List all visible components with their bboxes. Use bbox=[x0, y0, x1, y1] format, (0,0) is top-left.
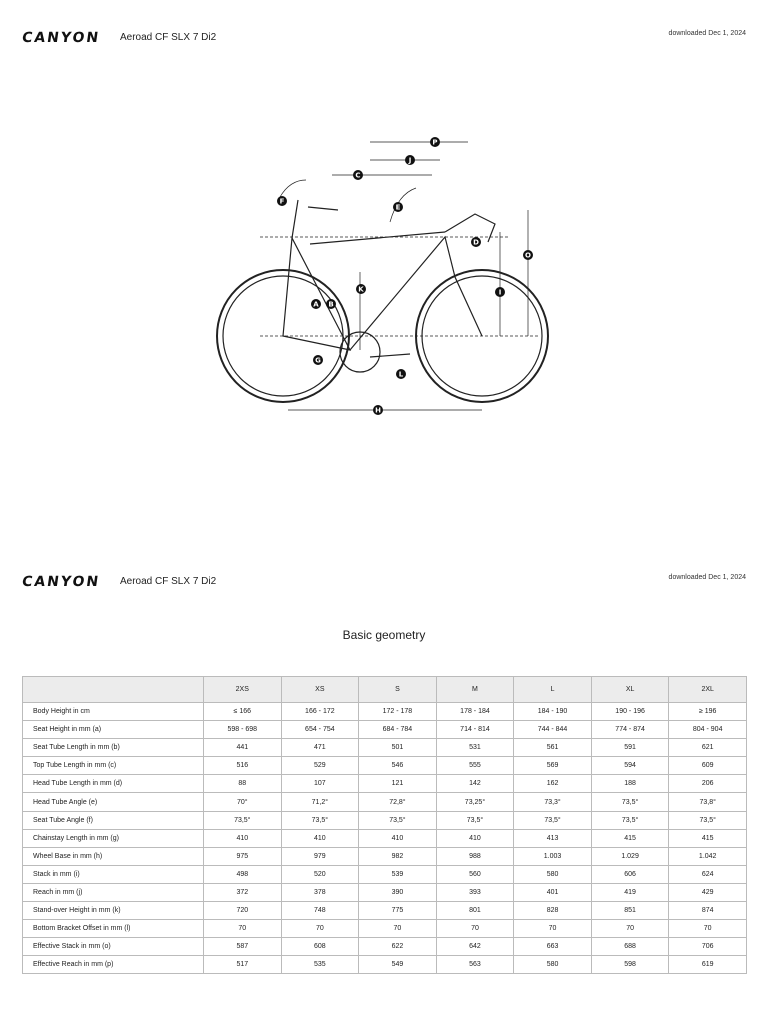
table-cell: 563 bbox=[436, 956, 514, 974]
table-cell: 622 bbox=[359, 938, 437, 956]
table-cell: 520 bbox=[281, 865, 359, 883]
table-cell: 517 bbox=[204, 956, 282, 974]
table-cell: 851 bbox=[591, 902, 669, 920]
model-name: Aeroad CF SLX 7 Di2 bbox=[120, 576, 217, 587]
row-label: Seat Tube Length in mm (b) bbox=[23, 739, 204, 757]
marker-f bbox=[277, 196, 287, 206]
table-cell: 415 bbox=[669, 829, 747, 847]
table-cell: 979 bbox=[281, 847, 359, 865]
table-cell: 744 - 844 bbox=[514, 721, 592, 739]
table-cell: 72,8° bbox=[359, 793, 437, 811]
saddle bbox=[308, 207, 338, 210]
svg-text:H: H bbox=[375, 406, 381, 415]
table-cell: 162 bbox=[514, 775, 592, 793]
table-cell: 501 bbox=[359, 739, 437, 757]
size-header: 2XS bbox=[204, 677, 282, 703]
canyon-logo: CANYON bbox=[20, 574, 102, 590]
table-cell: 71,2° bbox=[281, 793, 359, 811]
table-row bbox=[23, 920, 747, 938]
table-cell: 561 bbox=[514, 739, 592, 757]
row-label: Top Tube Length in mm (c) bbox=[23, 757, 204, 775]
table-cell: 498 bbox=[204, 865, 282, 883]
table-cell: 988 bbox=[436, 847, 514, 865]
table-cell: 73,5° bbox=[436, 811, 514, 829]
table-cell: 1.029 bbox=[591, 847, 669, 865]
table-cell: 580 bbox=[514, 865, 592, 883]
svg-text:O: O bbox=[525, 251, 531, 260]
row-label: Stack in mm (i) bbox=[23, 865, 204, 883]
svg-text:J: J bbox=[408, 156, 412, 165]
marker-i bbox=[495, 287, 505, 297]
table-row bbox=[23, 757, 747, 775]
table-row bbox=[23, 775, 747, 793]
row-label: Head Tube Angle (e) bbox=[23, 793, 204, 811]
table-cell: 419 bbox=[591, 883, 669, 901]
table-cell: ≥ 196 bbox=[669, 703, 747, 721]
table-cell: 874 bbox=[669, 902, 747, 920]
svg-text:K: K bbox=[358, 285, 364, 294]
table-cell: 70 bbox=[514, 920, 592, 938]
table-cell: 706 bbox=[669, 938, 747, 956]
row-label: Reach in mm (j) bbox=[23, 883, 204, 901]
table-row bbox=[23, 829, 747, 847]
table-cell: 70 bbox=[591, 920, 669, 938]
table-cell: 73,3° bbox=[514, 793, 592, 811]
table-row bbox=[23, 883, 747, 901]
table-cell: 569 bbox=[514, 757, 592, 775]
section-title: Basic geometry bbox=[342, 628, 426, 642]
page2-header bbox=[22, 574, 746, 594]
table-cell: 555 bbox=[436, 757, 514, 775]
table-cell: 801 bbox=[436, 902, 514, 920]
table-cell: 410 bbox=[359, 829, 437, 847]
table-row bbox=[23, 721, 747, 739]
table-cell: 107 bbox=[281, 775, 359, 793]
table-cell: 828 bbox=[514, 902, 592, 920]
table-row bbox=[23, 956, 747, 974]
table-cell: 549 bbox=[359, 956, 437, 974]
size-header: M bbox=[436, 677, 514, 703]
table-cell: 70 bbox=[669, 920, 747, 938]
marker-c bbox=[353, 170, 363, 180]
bike-geometry-svg bbox=[210, 132, 555, 422]
page1-header bbox=[22, 30, 746, 50]
table-cell: 471 bbox=[281, 739, 359, 757]
table-cell: 975 bbox=[204, 847, 282, 865]
table-cell: 73,25° bbox=[436, 793, 514, 811]
table-cell: 121 bbox=[359, 775, 437, 793]
table-cell: 982 bbox=[359, 847, 437, 865]
svg-text:E: E bbox=[395, 203, 401, 212]
size-header: L bbox=[514, 677, 592, 703]
table-cell: 539 bbox=[359, 865, 437, 883]
table-cell: 172 - 178 bbox=[359, 703, 437, 721]
table-cell: 1.042 bbox=[669, 847, 747, 865]
table-cell: 609 bbox=[669, 757, 747, 775]
table-cell: 70 bbox=[436, 920, 514, 938]
table-cell: 206 bbox=[669, 775, 747, 793]
table-cell: 441 bbox=[204, 739, 282, 757]
table-cell: 535 bbox=[281, 956, 359, 974]
row-label: Body Height in cm bbox=[23, 703, 204, 721]
row-label: Stand-over Height in mm (k) bbox=[23, 902, 204, 920]
table-cell: 70 bbox=[359, 920, 437, 938]
table-cell: 410 bbox=[281, 829, 359, 847]
bike-geometry-diagram bbox=[210, 132, 555, 422]
geometry-table bbox=[22, 676, 747, 974]
table-cell: 73,5° bbox=[669, 811, 747, 829]
row-label: Wheel Base in mm (h) bbox=[23, 847, 204, 865]
table-cell: 372 bbox=[204, 883, 282, 901]
table-cell: 73,8° bbox=[669, 793, 747, 811]
handlebar bbox=[445, 214, 495, 242]
model-name: Aeroad CF SLX 7 Di2 bbox=[120, 32, 217, 43]
marker-a bbox=[311, 299, 321, 309]
table-cell: 775 bbox=[359, 902, 437, 920]
table-cell: 178 - 184 bbox=[436, 703, 514, 721]
table-cell: 516 bbox=[204, 757, 282, 775]
seatpost bbox=[292, 200, 298, 238]
table-cell: 390 bbox=[359, 883, 437, 901]
table-cell: 684 - 784 bbox=[359, 721, 437, 739]
table-cell: 401 bbox=[514, 883, 592, 901]
table-cell: 429 bbox=[669, 883, 747, 901]
row-label: Head Tube Length in mm (d) bbox=[23, 775, 204, 793]
size-header: XL bbox=[591, 677, 669, 703]
top-tube bbox=[310, 232, 445, 244]
table-cell: 560 bbox=[436, 865, 514, 883]
table-cell: 188 bbox=[591, 775, 669, 793]
table-cell: 1.003 bbox=[514, 847, 592, 865]
table-cell: 608 bbox=[281, 938, 359, 956]
table-row bbox=[23, 847, 747, 865]
table-cell: 70 bbox=[281, 920, 359, 938]
table-cell: 619 bbox=[669, 956, 747, 974]
table-cell: 70 bbox=[204, 920, 282, 938]
table-cell: 410 bbox=[436, 829, 514, 847]
size-header: 2XL bbox=[669, 677, 747, 703]
table-cell: 774 - 874 bbox=[591, 721, 669, 739]
table-cell: 804 - 904 bbox=[669, 721, 747, 739]
table-row bbox=[23, 739, 747, 757]
table-cell: ≤ 166 bbox=[204, 703, 282, 721]
marker-g bbox=[313, 355, 323, 365]
table-cell: 190 - 196 bbox=[591, 703, 669, 721]
download-date: downloaded Dec 1, 2024 bbox=[668, 574, 746, 581]
table-cell: 410 bbox=[204, 829, 282, 847]
marker-d bbox=[471, 237, 481, 247]
svg-text:P: P bbox=[432, 138, 438, 147]
table-cell: 378 bbox=[281, 883, 359, 901]
table-row bbox=[23, 793, 747, 811]
svg-text:B: B bbox=[328, 300, 334, 309]
table-cell: 621 bbox=[669, 739, 747, 757]
table-cell: 546 bbox=[359, 757, 437, 775]
marker-b bbox=[326, 299, 336, 309]
table-row bbox=[23, 938, 747, 956]
table-cell: 413 bbox=[514, 829, 592, 847]
table-row bbox=[23, 811, 747, 829]
table-cell: 184 - 190 bbox=[514, 703, 592, 721]
marker-k bbox=[356, 284, 366, 294]
row-label: Seat Tube Angle (f) bbox=[23, 811, 204, 829]
table-cell: 73,5° bbox=[281, 811, 359, 829]
table-cell: 642 bbox=[436, 938, 514, 956]
row-label: Chainstay Length in mm (g) bbox=[23, 829, 204, 847]
svg-text:D: D bbox=[473, 238, 479, 247]
marker-j bbox=[405, 155, 415, 165]
table-cell: 142 bbox=[436, 775, 514, 793]
table-cell: 654 - 754 bbox=[281, 721, 359, 739]
row-label: Bottom Bracket Offset in mm (l) bbox=[23, 920, 204, 938]
table-cell: 587 bbox=[204, 938, 282, 956]
table-cell: 580 bbox=[514, 956, 592, 974]
download-date: downloaded Dec 1, 2024 bbox=[668, 30, 746, 37]
table-cell: 166 - 172 bbox=[281, 703, 359, 721]
marker-o bbox=[523, 250, 533, 260]
table-cell: 663 bbox=[514, 938, 592, 956]
table-cell: 598 bbox=[591, 956, 669, 974]
size-header: S bbox=[359, 677, 437, 703]
table-cell: 714 - 814 bbox=[436, 721, 514, 739]
table-row bbox=[23, 865, 747, 883]
table-cell: 606 bbox=[591, 865, 669, 883]
marker-h bbox=[373, 405, 383, 415]
table-cell: 73,5° bbox=[514, 811, 592, 829]
svg-text:L: L bbox=[398, 370, 404, 379]
table-cell: 88 bbox=[204, 775, 282, 793]
marker-p bbox=[430, 137, 440, 147]
table-cell: 688 bbox=[591, 938, 669, 956]
table-cell: 73,5° bbox=[591, 811, 669, 829]
table-cell: 594 bbox=[591, 757, 669, 775]
table-cell: 529 bbox=[281, 757, 359, 775]
canyon-logo: CANYON bbox=[20, 30, 102, 46]
table-cell: 531 bbox=[436, 739, 514, 757]
table-cell: 73,5° bbox=[204, 811, 282, 829]
marker-e bbox=[393, 202, 403, 212]
svg-text:G: G bbox=[315, 356, 321, 365]
svg-text:A: A bbox=[313, 300, 319, 309]
table-cell: 598 - 698 bbox=[204, 721, 282, 739]
table-cell: 393 bbox=[436, 883, 514, 901]
rear-triangle bbox=[283, 238, 350, 350]
table-cell: 624 bbox=[669, 865, 747, 883]
table-row bbox=[23, 902, 747, 920]
size-header: XS bbox=[281, 677, 359, 703]
crank-arm bbox=[370, 354, 410, 357]
svg-text:C: C bbox=[355, 171, 361, 180]
row-label: Effective Stack in mm (o) bbox=[23, 938, 204, 956]
table-cell: 591 bbox=[591, 739, 669, 757]
row-label: Seat Height in mm (a) bbox=[23, 721, 204, 739]
table-header-row bbox=[23, 677, 747, 703]
table-corner bbox=[23, 677, 204, 703]
table-cell: 720 bbox=[204, 902, 282, 920]
table-cell: 73,5° bbox=[359, 811, 437, 829]
table-cell: 73,5° bbox=[591, 793, 669, 811]
row-label: Effective Reach in mm (p) bbox=[23, 956, 204, 974]
table-cell: 70° bbox=[204, 793, 282, 811]
table-cell: 415 bbox=[591, 829, 669, 847]
table-cell: 748 bbox=[281, 902, 359, 920]
table-row bbox=[23, 703, 747, 721]
svg-text:I: I bbox=[498, 288, 502, 297]
svg-text:F: F bbox=[279, 197, 285, 206]
marker-l bbox=[396, 369, 406, 379]
